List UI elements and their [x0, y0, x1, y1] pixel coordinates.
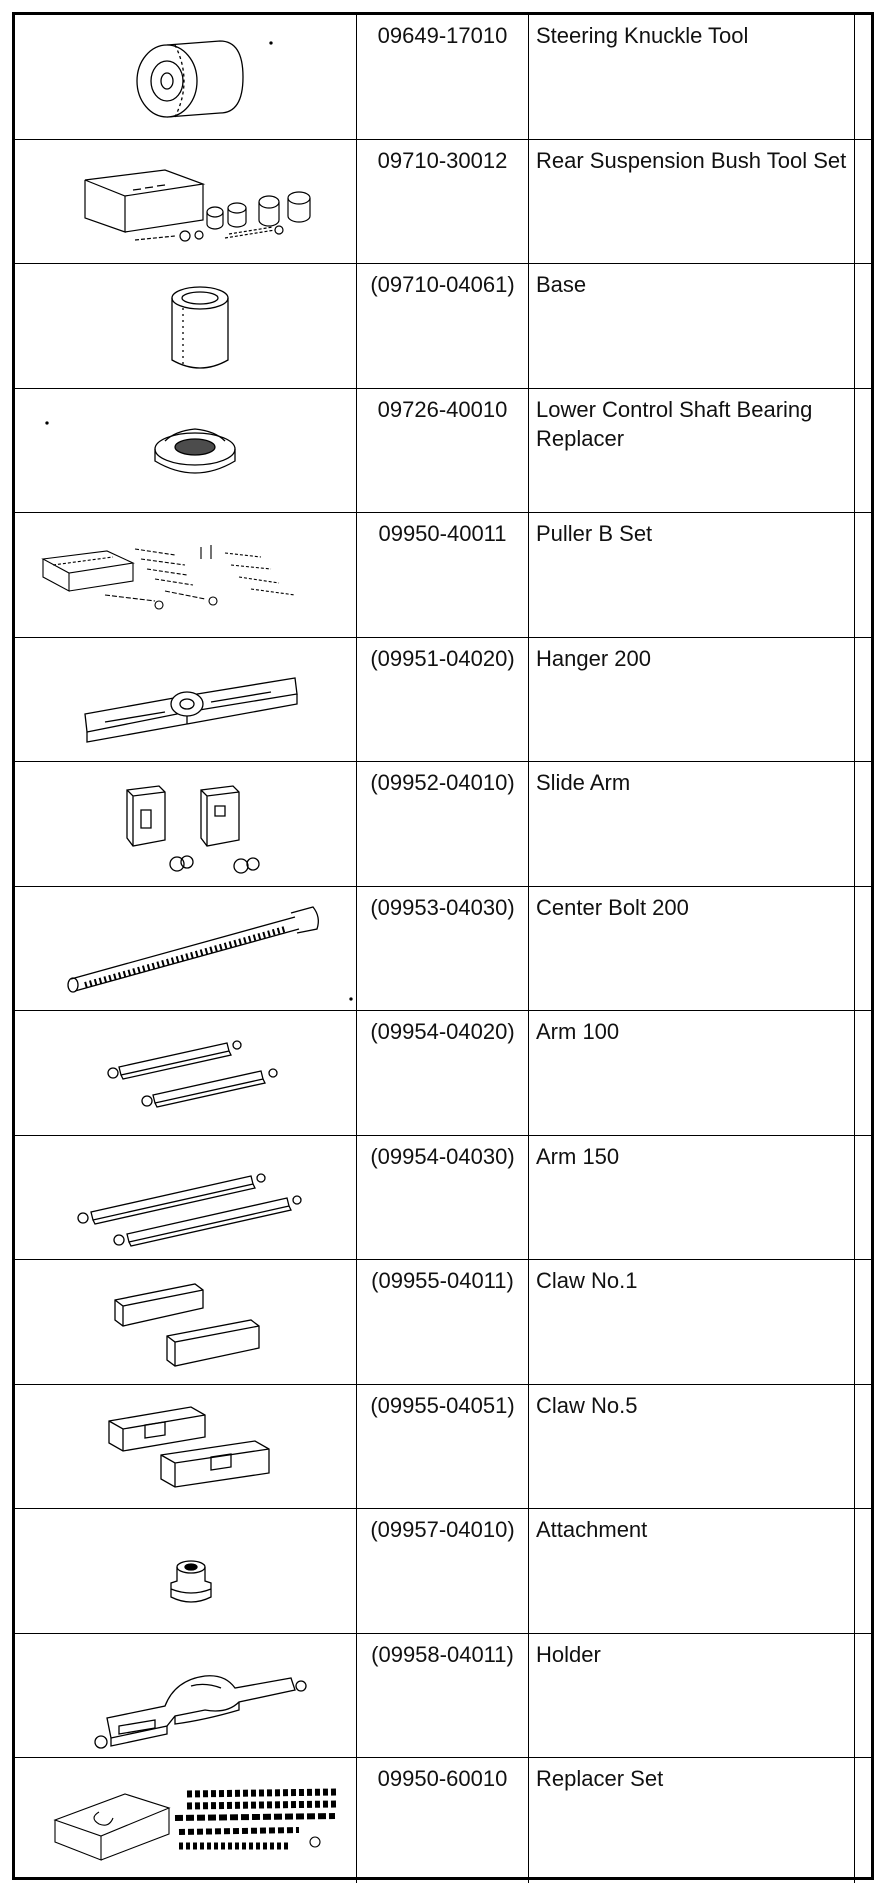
part-number: (09955-04011): [371, 1268, 514, 1293]
table-row: [15, 1509, 871, 1634]
slide-arm-icon: [15, 762, 357, 886]
tool-image-cell: [15, 1385, 357, 1509]
attachment-icon: [15, 1509, 357, 1633]
table-row: [15, 264, 871, 389]
part-number: (09710-04061): [370, 272, 515, 297]
part-number: 09710-30012: [377, 147, 508, 173]
tool-name: Slide Arm: [536, 770, 631, 795]
table-row: [15, 389, 871, 514]
tool-image-cell: [15, 638, 357, 762]
tool-name: Rear Suspension Bush Tool Set: [536, 147, 847, 173]
tool-name: Attachment: [536, 1517, 648, 1542]
table-row: [15, 887, 871, 1012]
table-row: [15, 1385, 871, 1510]
puller-set-icon: [15, 513, 357, 637]
tool-image-cell: [15, 1758, 357, 1883]
steering-knuckle-tool-icon: [15, 15, 357, 139]
tool-name: Holder: [536, 1641, 601, 1667]
table-row: [15, 762, 871, 887]
part-number: (09955-04051): [370, 1392, 515, 1418]
tool-name: Puller B Set: [536, 521, 653, 546]
tool-name: Steering Knuckle Tool: [536, 23, 749, 48]
claw-1-icon: [15, 1260, 357, 1384]
holder-icon: [15, 1634, 357, 1758]
part-number: (09957-04010): [370, 1517, 515, 1542]
claw-5-icon: [15, 1385, 357, 1509]
table-row: [15, 140, 871, 265]
table-row: [15, 1011, 871, 1136]
tool-image-cell: [15, 1011, 357, 1135]
part-number: (09954-04020): [370, 1019, 515, 1044]
tool-name: Claw No.5: [536, 1392, 638, 1418]
table-row: [15, 513, 871, 638]
tool-image-cell: [15, 15, 357, 139]
tool-image-cell: [15, 762, 357, 886]
tool-image-cell: [15, 887, 357, 1011]
part-number: (09951-04020): [370, 645, 515, 671]
tool-image-cell: [15, 389, 357, 513]
part-number: (09953-04030): [370, 894, 515, 920]
part-number: (09952-04010): [370, 770, 515, 795]
base-icon: [15, 264, 357, 388]
table-row: [15, 1260, 871, 1385]
replacer-set-icon: [15, 1758, 357, 1882]
tool-name: Claw No.1: [536, 1268, 638, 1293]
tool-name: Hanger 200: [536, 645, 651, 671]
tool-name: Base: [536, 272, 587, 297]
part-number: 09649-17010: [377, 23, 508, 48]
center-bolt-icon: [15, 887, 357, 1011]
table-row: [15, 1634, 871, 1759]
tool-image-cell: [15, 1509, 357, 1633]
part-number: 09950-40011: [378, 521, 507, 546]
table-row: [15, 1758, 871, 1883]
part-number: (09958-04011): [371, 1641, 514, 1667]
tool-table: [12, 12, 874, 1880]
hanger-icon: [15, 638, 357, 762]
arm-100-icon: [15, 1011, 357, 1135]
tool-image-cell: [15, 1136, 357, 1260]
tool-name: Lower Control Shaft Bearing Replacer: [536, 396, 813, 451]
tool-name: Replacer Set: [536, 1766, 664, 1791]
tool-name: Arm 100: [536, 1019, 620, 1044]
tool-image-cell: [15, 140, 357, 264]
arm-150-icon: [15, 1136, 357, 1260]
tool-image-cell: [15, 264, 357, 388]
tool-image-cell: [15, 1634, 357, 1758]
tool-name: Center Bolt 200: [536, 894, 689, 920]
part-number: 09726-40010: [377, 396, 508, 422]
table-row: [15, 1136, 871, 1261]
table-row: [15, 15, 871, 140]
part-number: (09954-04030): [370, 1143, 515, 1169]
tool-image-cell: [15, 513, 357, 637]
tool-image-cell: [15, 1260, 357, 1384]
part-number: 09950-60010: [377, 1766, 508, 1791]
bush-tool-set-icon: [15, 140, 357, 264]
tool-name: Arm 150: [536, 1143, 620, 1169]
table-row: [15, 638, 871, 763]
bearing-replacer-icon: [15, 389, 357, 513]
